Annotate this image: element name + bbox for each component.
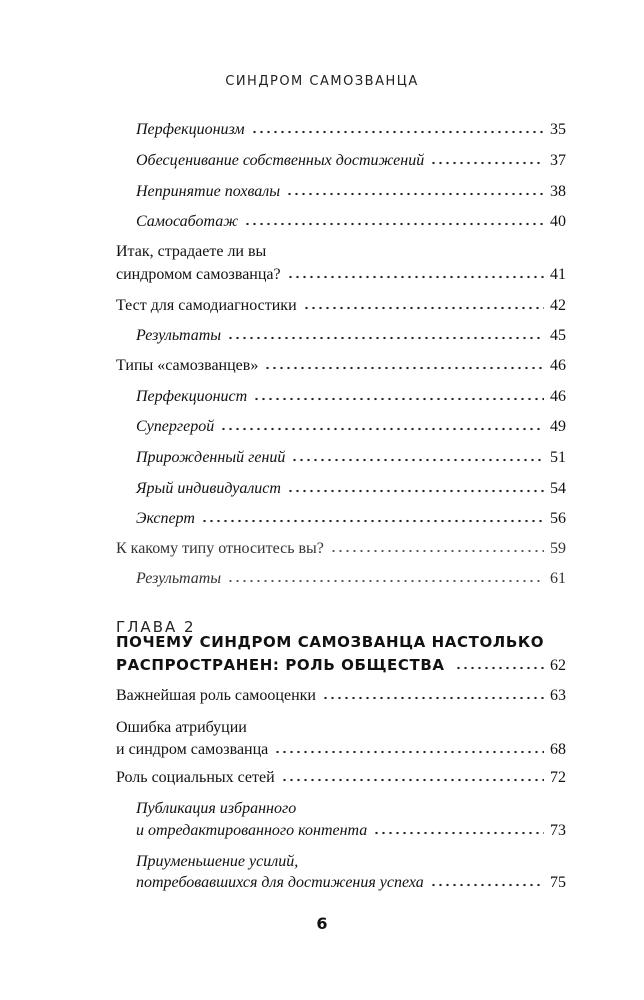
chapter-label: ГЛАВА 2: [116, 618, 196, 636]
toc-entry[interactable]: [116, 296, 566, 316]
toc-entry-title: синдромом самозванца?: [116, 266, 281, 283]
dot-leader: [430, 153, 544, 165]
toc-entry[interactable]: [116, 768, 566, 788]
toc-entry-title: Непринятие похвалы: [136, 183, 281, 200]
toc-entry-page: 40: [550, 213, 566, 230]
dot-leader: [303, 298, 544, 310]
toc-entry-page: 37: [550, 152, 566, 169]
toc-entry-title: и синдром самозванца: [116, 741, 269, 758]
toc-entry-title-line1: Ошибка атрибуции: [116, 719, 247, 736]
toc-entry-page: 46: [550, 357, 566, 374]
toc-entry-page: 35: [550, 121, 566, 138]
toc-entry-title: и отредактированного контента: [136, 822, 368, 839]
toc-entry-page: 49: [550, 418, 566, 435]
toc-entry-page: 73: [550, 822, 566, 839]
dot-leader: [281, 770, 544, 782]
toc-entry-page: 72: [550, 769, 566, 786]
toc-entry-title: Типы «самозванцев»: [116, 357, 259, 374]
dot-leader: [330, 541, 544, 553]
running-header: СИНДРОМ САМОЗВАНЦА: [225, 74, 419, 89]
toc-entry[interactable]: [136, 569, 566, 589]
toc-entry-page: 68: [550, 741, 566, 758]
dot-leader: [264, 358, 544, 370]
toc-entry-title: Роль социальных сетей: [116, 769, 275, 786]
toc-entry-title: К какому типу относитесь вы?: [116, 540, 324, 557]
toc-entry-title: потребовавшихся для достижения успеха: [136, 874, 424, 891]
toc-entry-title: Эксперт: [136, 510, 195, 527]
dot-leader: [227, 571, 544, 583]
toc-entry[interactable]: [116, 686, 566, 706]
toc-entry-title-line1: Приуменьшение усилий,: [136, 853, 299, 870]
toc-entry[interactable]: [136, 120, 566, 140]
dot-leader: [373, 823, 544, 835]
chapter-title-line2: РАСПРОСТРАНЕН: РОЛЬ ОБЩЕСТВА: [116, 656, 445, 674]
toc-entry-page: 63: [550, 687, 566, 704]
toc-entry-page: 61: [550, 570, 566, 587]
toc-entry-title: Перфекционист: [136, 388, 248, 405]
chapter-entry[interactable]: [116, 656, 566, 675]
toc-entry[interactable]: [136, 821, 566, 841]
toc-entry[interactable]: [136, 212, 566, 232]
toc-entry-title: Обесценивание собственных достижений: [136, 152, 425, 169]
toc-entry-title-line1: Публикация избранного: [136, 800, 297, 817]
dot-leader: [291, 450, 544, 462]
toc-entry[interactable]: [136, 479, 566, 499]
toc-entry-title: Тест для самодиагностики: [116, 297, 297, 314]
toc-entry[interactable]: [136, 873, 566, 893]
toc-entry-page: 38: [550, 183, 566, 200]
toc-entry[interactable]: [136, 509, 566, 529]
toc-entry-page: 56: [550, 510, 566, 527]
dot-leader: [201, 511, 544, 523]
toc-entry[interactable]: [116, 265, 566, 285]
dot-leader: [220, 419, 544, 431]
toc-entry-title: Прирожденный гений: [136, 449, 286, 466]
toc-entry[interactable]: [116, 740, 566, 760]
toc-entry-title: Результаты: [136, 570, 222, 587]
toc-entry-page: 42: [550, 297, 566, 314]
page-number: 6: [316, 914, 328, 933]
chapter-title-line1: ПОЧЕМУ СИНДРОМ САМОЗВАНЦА НАСТОЛЬКО: [116, 633, 545, 651]
toc-entry[interactable]: [116, 539, 566, 559]
toc-entry-page: 45: [550, 327, 566, 344]
chapter-page: 62: [550, 657, 566, 674]
dot-leader: [287, 481, 544, 493]
toc-entry-title: Результаты: [136, 327, 222, 344]
toc-entry-page: 46: [550, 388, 566, 405]
dot-leader: [227, 328, 544, 340]
toc-entry-page: 75: [550, 874, 566, 891]
toc-entry-title-line1: Итак, страдаете ли вы: [116, 243, 267, 260]
toc-entry-title: Важнейшая роль самооценки: [116, 687, 316, 704]
toc-entry-page: 41: [550, 266, 566, 283]
toc-entry-title: Самосаботаж: [136, 213, 239, 230]
toc-entry[interactable]: [136, 182, 566, 202]
toc-entry[interactable]: [136, 387, 566, 407]
toc-entry[interactable]: [136, 448, 566, 468]
toc-entry-page: 54: [550, 480, 566, 497]
dot-leader: [253, 389, 544, 401]
toc-entry[interactable]: [136, 151, 566, 171]
toc-entry-title: Перфекционизм: [136, 121, 245, 138]
dot-leader: [322, 688, 544, 700]
dot-leader: [286, 184, 544, 196]
dot-leader: [455, 658, 544, 670]
dot-leader: [244, 214, 544, 226]
toc-entry[interactable]: [116, 356, 566, 376]
toc-entry-title: Ярый индивидуалист: [136, 480, 281, 497]
toc-entry[interactable]: [136, 417, 566, 437]
dot-leader: [251, 122, 544, 134]
dot-leader: [287, 267, 544, 279]
toc-entry-page: 59: [550, 540, 566, 557]
dot-leader: [430, 875, 544, 887]
toc-entry-title: Супергерой: [136, 418, 215, 435]
toc-entry[interactable]: [136, 326, 566, 346]
dot-leader: [274, 742, 544, 754]
toc-entry-page: 51: [550, 449, 566, 466]
